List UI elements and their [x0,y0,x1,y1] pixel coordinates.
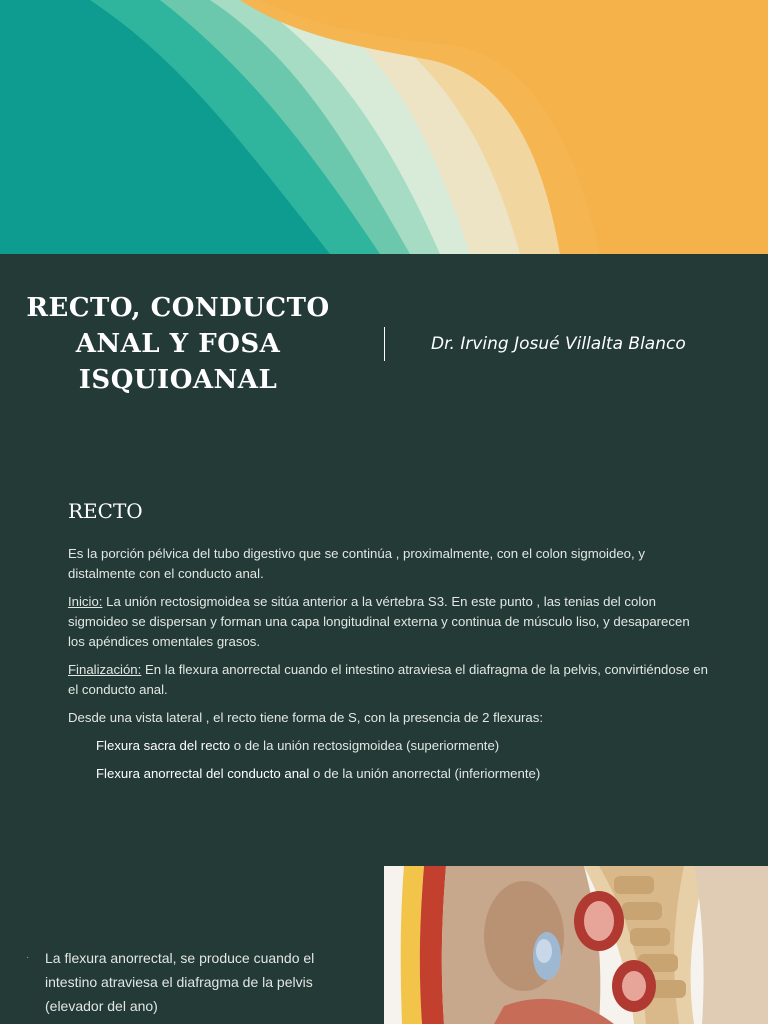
bullet-text: La flexura anorrectal, se produce cuando el intestino atraviesa el diafragma de la pelvis (elevador del ano) [45,950,315,1014]
lateral-paragraph: Desde una vista lateral , el recto tiene forma de S, con la presencia de 2 flexuras: [68,710,544,725]
list-item [96,764,708,784]
wave-illustration [0,0,768,254]
finalizacion-text: En la flexura anorrectal cuando el intestino atraviesa el diafragma de la pelvis, convirtiéndose en el conducto anal. [68,662,708,697]
flexure-1-name: Flexura sacra del recto [96,738,231,753]
finalizacion-label: Finalización: [68,662,142,677]
anatomy-figure [384,866,768,1024]
title-line-1: RECTO, CONDUCTO [26,293,330,323]
pelvis-sagittal-illustration [384,866,768,1024]
intro-paragraph: Es la porción pélvica del tubo digestivo que se continúa , proximalmente, con el colon sigmoideo, y distalmente con el conducto anal. [68,546,645,581]
decorative-wave-banner [0,0,768,254]
flexure-1-desc: o de la unión rectosigmoidea (superiormente) [230,738,500,753]
section-heading: RECTO [68,499,143,523]
inicio-label: Inicio: [68,594,103,609]
finalizacion-paragraph [68,660,708,700]
author-name: Dr. Irving Josué Villalta Blanco [431,334,686,354]
list-item [96,736,708,756]
section-body [68,544,708,792]
inicio-text: La unión rectosigmoidea se sitúa anterior a la vértebra S3. En este punto , las tenias del colon sigmoideo se dispersan y forman una capa longitudinal externa y continua de músculo liso, y desaparecen los apéndices omentales grasos. [68,594,690,649]
flexure-list [68,736,708,784]
flexure-2-desc: o de la unión anorrectal (inferiormente) [309,766,541,781]
flexure-2-name: Flexura anorrectal del conducto anal [96,766,310,781]
presentation-title [18,290,338,398]
bottom-bullet [26,946,366,1018]
inicio-paragraph [68,592,708,652]
title-divider [384,327,385,361]
title-line-3: ISQUIOANAL [78,365,278,395]
bullet-dot: · [26,952,30,963]
title-line-2: ANAL Y FOSA [75,329,281,359]
